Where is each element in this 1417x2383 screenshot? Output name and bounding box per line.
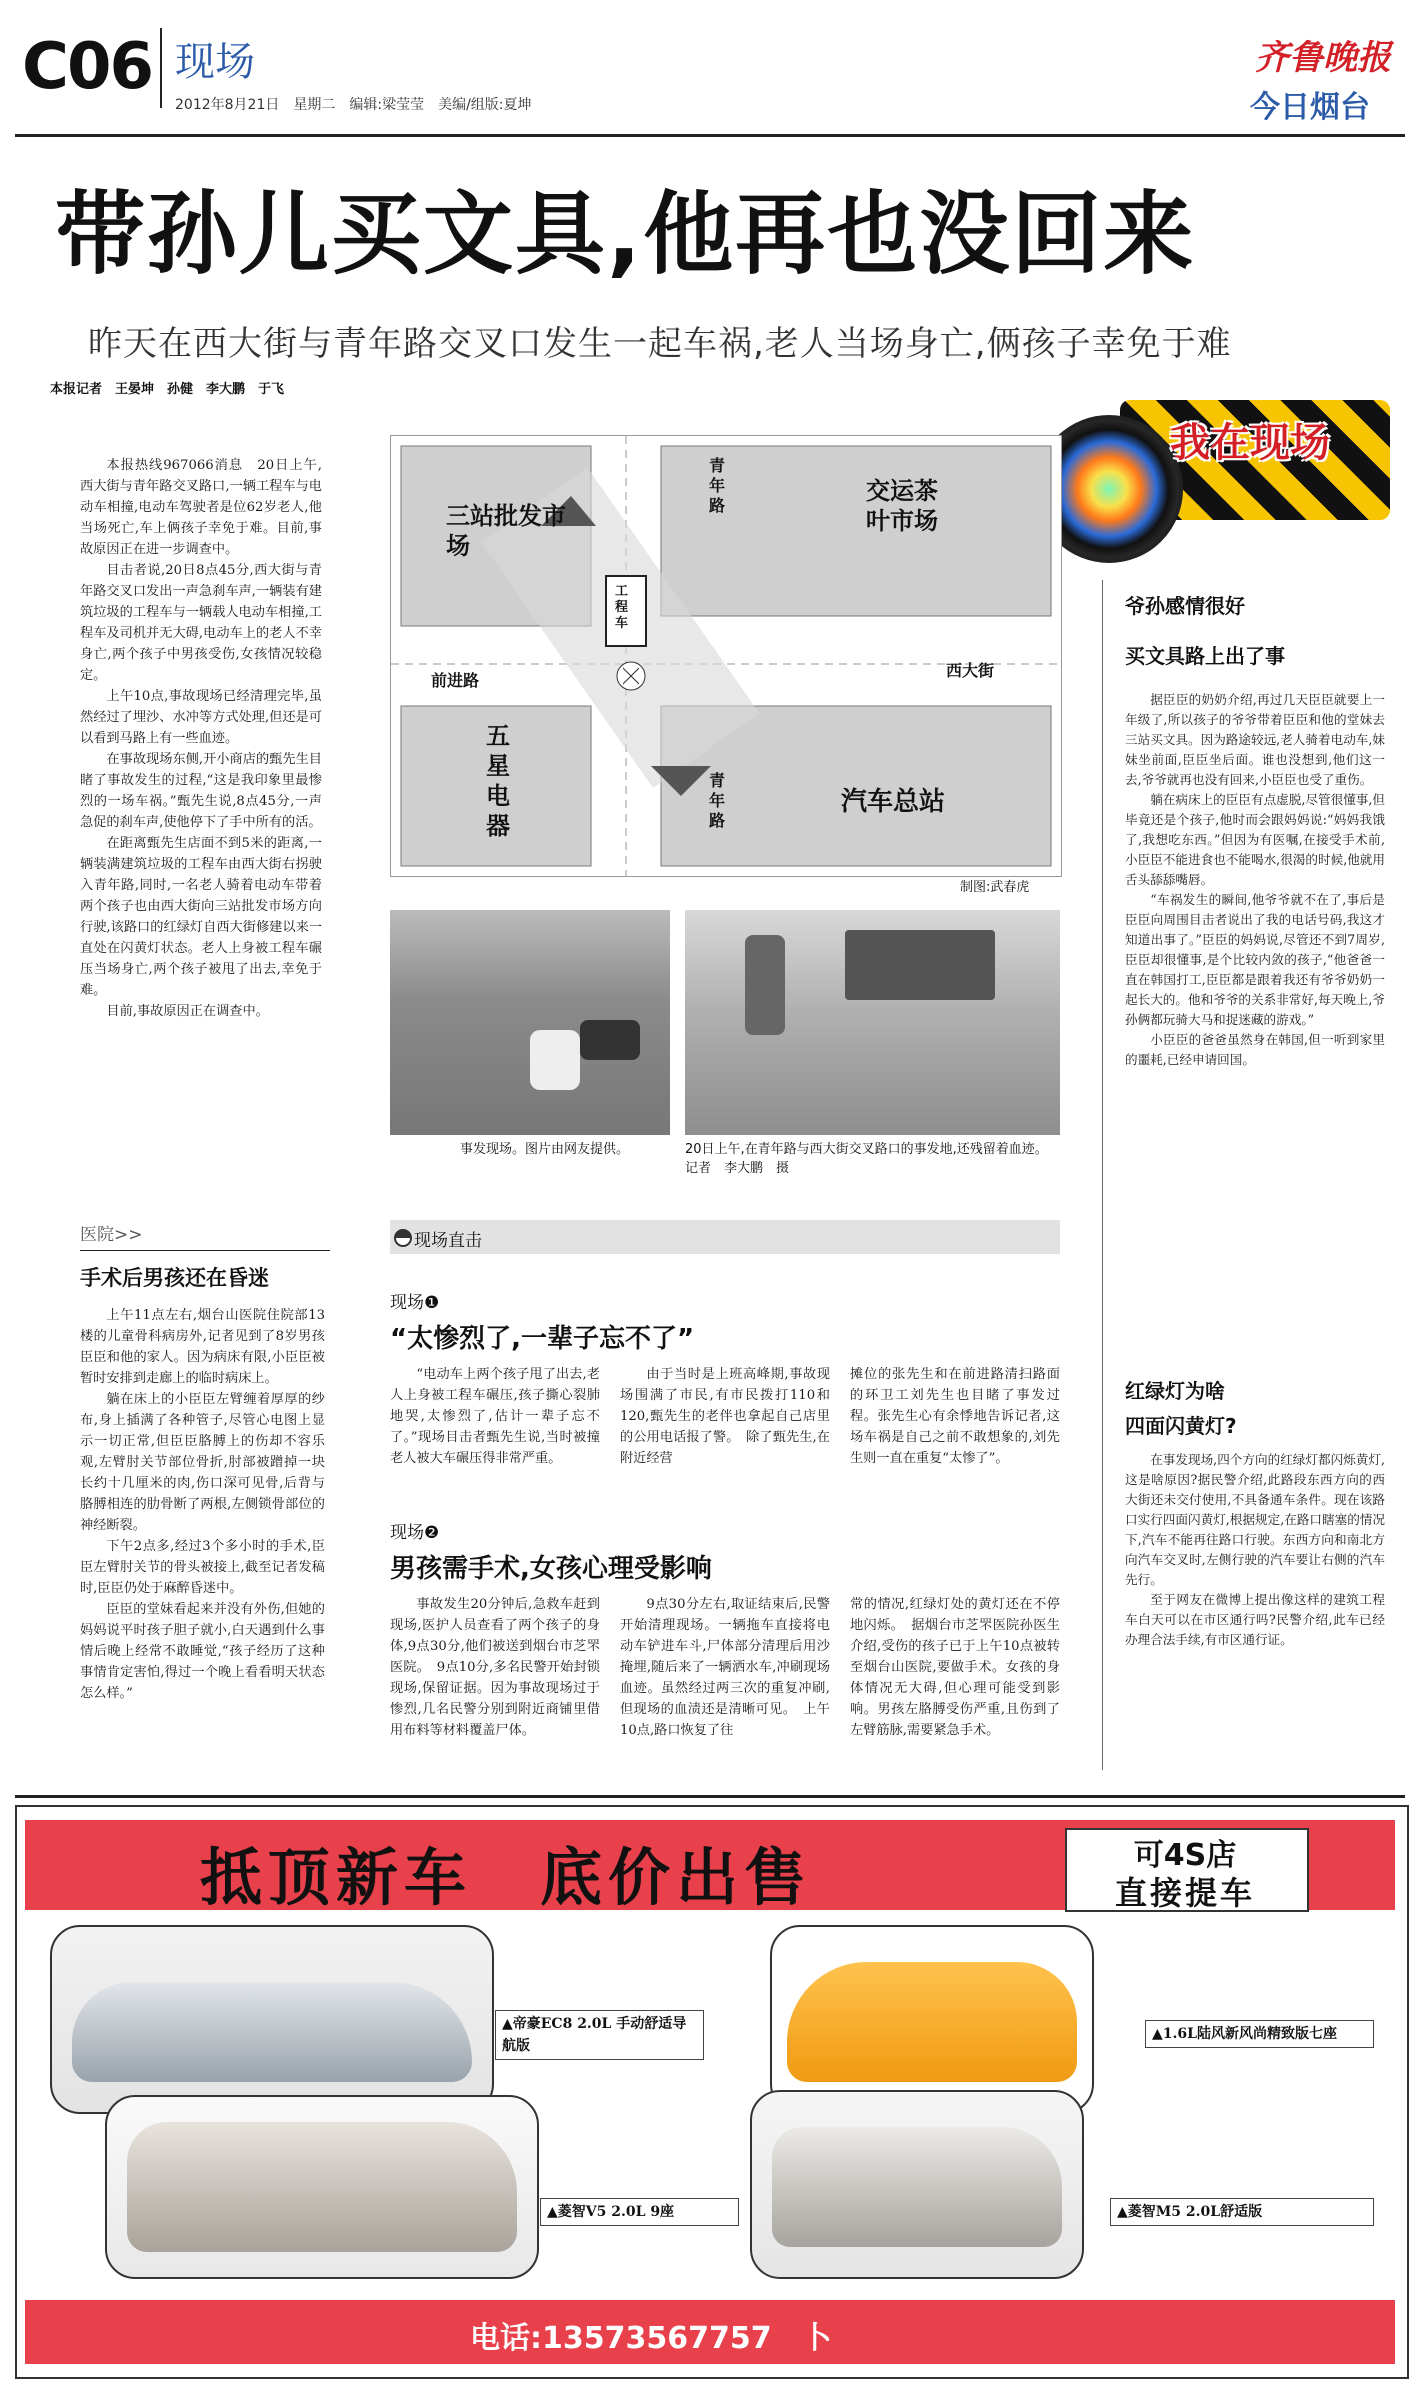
ad-sub-line: 可4S店 [1133, 1838, 1237, 1873]
photo-figure [530, 1030, 580, 1090]
photo-caption: 20日上午,在青年路与西大街交叉路口的事发地,还残留着血迹。 记者 李大鹏 摄 [685, 1142, 1055, 1176]
scene-bar [390, 1220, 1060, 1254]
scene-bar-label: 现场直击 [414, 1231, 482, 1251]
paragraph: “电动车上两个孩子甩了出去,老人上身被工程车碾压,孩子撕心裂肺地哭,太惨烈了,估计一辈子忘不了。”现场目击者甄先生说,当时被撞老人被大车碾压得非常严重。 [390, 1367, 600, 1466]
paragraph: 在事发现场,四个方向的红绿灯都闪烁黄灯,这是啥原因?据民警介绍,此路段东西方向的西大街还未交付使用,不具备通车条件。现在该路口实行四面闪黄灯,根据规定,在路口瞎塞的情况下,汽车不能再往路口行驶。东西方向和南北方向汽车交叉时,左侧行驶的汽车要让右侧的汽车先行。 [1125, 1452, 1385, 1587]
hospital-text [80, 1305, 325, 1704]
paper-logo: 齐鲁晚报 [1255, 38, 1391, 78]
bottom-rule [15, 1795, 1405, 1798]
header-rule [15, 134, 1405, 137]
hospital-title: 手术后男孩还在昏迷 [80, 1266, 269, 1290]
car-body [787, 1962, 1077, 2082]
map-block-label: 五星电器 [486, 722, 510, 840]
paragraph: 本报热线967066消息 20日上午,西大街与青年路交叉路口,一辆工程车与电动车相撞,电动车驾驶者是位62岁老人,他当场死亡,车上俩孩子幸免于难。目前,事故原因正在进一步调查中。 [80, 458, 322, 557]
right-column-text [1125, 1450, 1385, 1650]
car-image [750, 2090, 1084, 2279]
paragraph: 下午2点多,经过3个多小时的手术,臣臣左臂肘关节的骨头被接上,截至记者发稿时,臣臣仍处于麻醉昏迷中。 [80, 1539, 325, 1596]
scene-1-number: 现场❶ [390, 1293, 440, 1313]
paragraph: 在事故现场东侧,开小商店的甄先生目睹了事故发生的过程,“这是我印象里最惨烈的一场车祸。”甄先生说,8点45分,一声急促的刹车声,使他停下了手中所有的活。 [80, 752, 322, 830]
photo-bus [845, 930, 995, 1000]
subheadline: 昨天在西大街与青年路交叉口发生一起车祸,老人当场身亡,俩孩子幸免于难 [88, 324, 1232, 364]
scene-1-col [390, 1364, 600, 1469]
right-title: 四面闪黄灯? [1125, 1414, 1237, 1438]
scene-2-col [390, 1594, 600, 1741]
edition-label: 今日烟台 [1250, 90, 1370, 125]
hospital-label: 医院>> [80, 1225, 143, 1245]
car-label: ▲菱智M5 2.0L舒适版 [1110, 2198, 1374, 2226]
car-body [72, 1982, 472, 2082]
paragraph: 目前,事故原因正在调查中。 [106, 1004, 269, 1019]
hospital-rule [80, 1250, 330, 1251]
paragraph: 常的情况,红绿灯处的黄灯还在不停地闪烁。 据烟台市芝罘医院孙医生介绍,受伤的孩子已于上午10点被转至烟台山医院,要做手术。女孩的身体情况无大碍,但心理可能受到影响。男孩左胳膊受伤严重,且伤到了左臂筋脉,需要紧急手术。 [850, 1597, 1060, 1738]
paragraph: 目击者说,20日8点45分,西大街与青年路交叉口发出一声急刹车声,一辆装有建筑垃圾的工程车与一辆载人电动车相撞,工程车及司机并无大碍,电动车上的老人不幸身亡,两个孩子中男孩受伤,女孩情况较稳定。 [80, 563, 322, 683]
map-road-label: 青年路 [709, 456, 726, 515]
paragraph: 据臣臣的奶奶介绍,再过几天臣臣就要上一年级了,所以孩子的爷爷带着臣臣和他的堂妹去三站买文具。因为路途较远,老人骑着电动车,妹妹坐前面,臣臣坐后面。谁也没想到,他们这一去,爷爷就再也没有回来,小臣臣也受了重伤。 [1125, 692, 1385, 787]
paragraph: 摊位的张先生和在前进路清扫路面的环卫工刘先生也目睹了事发过程。张先生心有余悸地告诉记者,这场车祸是自己之前不敢想象的,刘先生则一直在重复“太惨了”。 [850, 1367, 1060, 1466]
paragraph: 在距离甄先生店面不到5米的距离,一辆装满建筑垃圾的工程车由西大街右拐驶入青年路,同时,一名老人骑着电动车带着两个孩子也由西大街向三站批发市场方向行驶,该路口的红绿灯自西大街修建以来一直处在闪黄灯状态。老人上身被工程车碾压当场身亡,两个孩子被甩了出去,幸免于难。 [80, 836, 322, 998]
car-label: ▲帝豪EC8 2.0L 手动舒适导航版 [495, 2010, 704, 2060]
paragraph: “车祸发生的瞬间,他爷爷就不在了,事后是臣臣向周围目击者说出了我的电话号码,我这才知道出事了。”臣臣的妈妈说,尽管还不到7周岁,臣臣却很懂事,是个比较内敛的孩子,“他爸爸一直在韩国打工,臣臣都是跟着我还有爷爷奶奶一起长大的。他和爷爷的关系非常好,每天晚上,爷孙俩都玩骑大马和捉迷藏的游戏。” [1125, 892, 1385, 1027]
page-number: C06 [22, 30, 153, 104]
map-credit: 制图:武春虎 [960, 880, 1030, 895]
right-title: 红绿灯为啥 [1125, 1379, 1225, 1403]
right-title: 爷孙感情很好 [1125, 594, 1245, 618]
section-name: 现场 [175, 39, 255, 85]
scene-1-col [620, 1364, 830, 1469]
photo-figure [580, 1020, 640, 1060]
car-label: ▲菱智V5 2.0L 9座 [540, 2198, 739, 2226]
right-column-text [1125, 690, 1385, 1070]
car-image [50, 1925, 494, 2114]
badge-text: 我在现场 [1170, 420, 1330, 466]
column-rule [1102, 580, 1103, 1770]
scene-2-number: 现场❷ [390, 1523, 440, 1543]
map-road-label: 西大街 [946, 661, 995, 680]
right-title: 买文具路上出了事 [1125, 644, 1285, 668]
scene-1-title: “太惨烈了,一辈子忘不了” [390, 1324, 695, 1354]
paragraph: 躺在床上的小臣臣左臂缠着厚厚的纱布,身上插满了各种管子,尽管心电图上显示一切正常,但臣臣胳膊上的伤却不容乐观,左臂肘关节部位骨折,肘部被蹭掉一块长约十几厘米的肉,伤口深可见骨,后背与胳膊相连的肋骨断了两根,左侧锁骨部位的神经断裂。 [80, 1392, 325, 1533]
byline: 本报记者 王晏坤 孙健 李大鹏 于飞 [50, 382, 285, 397]
map-truck-label: 工程车 [615, 584, 629, 631]
ad-sub-line: 直接提车 [1114, 1874, 1255, 1912]
scene-1-col [850, 1364, 1060, 1469]
paragraph: 上午11点左右,烟台山医院住院部13楼的儿童骨科病房外,记者见到了8岁男孩臣臣和他的家人。因为病床有限,小臣臣被暂时安排到走廊上的临时病床上。 [80, 1308, 325, 1386]
photo-caption: 事发现场。图片由网友提供。 [460, 1142, 630, 1157]
scene-2-title: 男孩需手术,女孩心理受影响 [390, 1554, 712, 1584]
accident-map [390, 435, 1062, 877]
paragraph: 上午10点,事故现场已经清理完毕,虽然经过了埋沙、水冲等方式处理,但还是可以看到马路上有一些血迹。 [80, 689, 322, 746]
scene-2-col [620, 1594, 830, 1741]
paragraph: 9点30分左右,取证结束后,民警开始清理现场。一辆拖车直接将电动车铲进车斗,尸体部分清理后用沙掩埋,随后来了一辆洒水车,冲刷现场血迹。虽然经过两三次的重复冲刷,但现场的血渍还是清晰可见。 上午10点,路口恢复了往 [620, 1597, 830, 1738]
map-road-label: 前进路 [431, 671, 480, 690]
photo-figure [745, 935, 785, 1035]
scene-photo [685, 910, 1060, 1135]
headline: 带孙儿买文具,他再也没回来 [55, 182, 1196, 287]
ad-phone: 电话:13573567757 卜 [470, 2321, 832, 2356]
car-image [770, 1925, 1094, 2114]
paragraph: 躺在病床上的臣臣有点虚脱,尽管很懂事,但毕竟还是个孩子,他时而会跟妈妈说:“妈妈我饿了,我想吃东西。”但因为有医嘱,在接受手术前,小臣臣不能进食也不能喝水,很渴的时候,他就用舌头舔舔嘴唇。 [1125, 792, 1385, 887]
car-body [772, 2127, 1062, 2247]
paragraph: 由于当时是上班高峰期,事故现场围满了市民,有市民拨打110和120,甄先生的老伴也拿起自己店里的公用电话报了警。 除了甄先生,在附近经营 [620, 1367, 830, 1466]
map-block-label: 交运茶叶市场 [866, 477, 938, 535]
header-meta: 2012年8月21日 星期二 编辑:梁莹莹 美编/组版:夏坤 [175, 97, 532, 113]
map-road-label: 青年路 [709, 771, 726, 830]
paragraph: 小臣臣的爸爸虽然身在韩国,但一听到家里的噩耗,已经申请回国。 [1125, 1032, 1385, 1067]
header-divider [160, 28, 162, 108]
car-label: ▲1.6L陆风新风尚精致版七座 [1145, 2020, 1374, 2048]
scene-bar-icon [394, 1229, 412, 1247]
article-column-1 [80, 455, 322, 1022]
paragraph: 臣臣的堂妹看起来并没有外伤,但她的妈妈说平时孩子胆子就小,白天遇到什么事情后晚上经常不敢睡觉,“孩子经历了这种事情肯定害怕,得过一个晚上看看明天状态怎么样。” [80, 1602, 325, 1701]
ad-headline: 抵顶新车 底价出售 [200, 1841, 813, 1914]
car-image [105, 2095, 539, 2279]
paragraph: 事故发生20分钟后,急救车赶到现场,医护人员查看了两个孩子的身体,9点30分,他们被送到烟台市芝罘医院。 9点10分,多名民警开始封锁现场,保留证据。因为事故现场过于惨烈,几名民警分别到附近商铺里借用布料等材料覆盖尸体。 [390, 1597, 600, 1738]
scene-2-col [850, 1594, 1060, 1741]
car-body [127, 2122, 517, 2252]
map-block-label: 汽车总站 [841, 787, 946, 817]
map-block-label: 三站批发市场 [446, 502, 566, 560]
accident-photo [390, 910, 670, 1135]
paragraph: 至于网友在微博上提出像这样的建筑工程车白天可以在市区通行吗?民警介绍,此车已经办理合法手续,有市区通行证。 [1125, 1592, 1385, 1647]
